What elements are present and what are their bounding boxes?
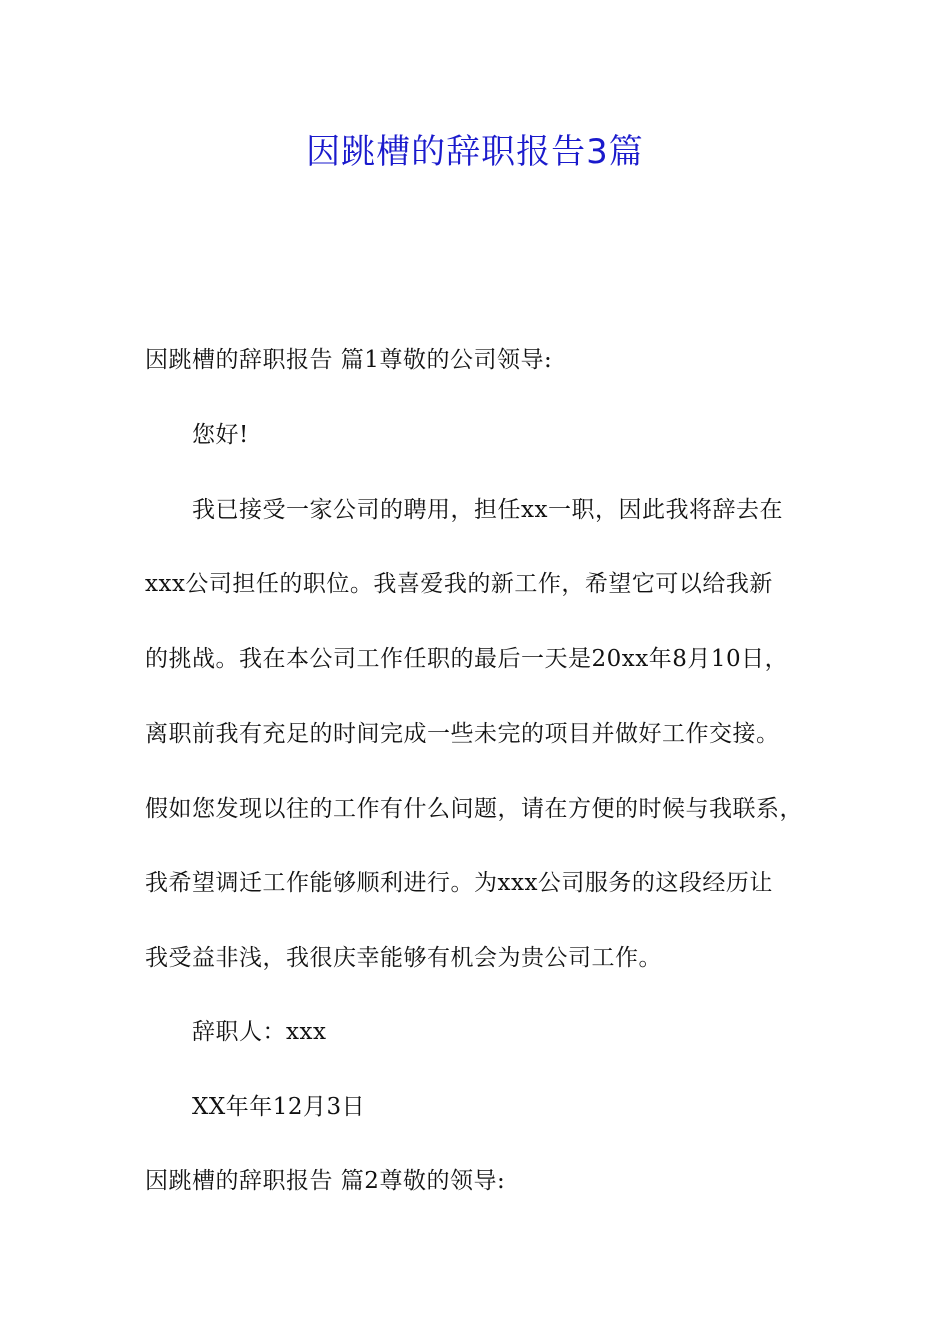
body-line: xxx公司担任的职位。我喜爱我的新工作，希望它可以给我新 <box>145 571 773 597</box>
body-line: 假如您发现以往的工作有什么问题，请在方便的时候与我联系， <box>145 796 803 822</box>
body-line: 我希望调迁工作能够顺利进行。为xxx公司服务的这段经历让 <box>145 870 773 896</box>
body-line: 我已接受一家公司的聘用，担任xx一职，因此我将辞去在 <box>192 497 783 523</box>
body-line: 的挑战。我在本公司工作任职的最后一天是20xx年8月10日， <box>145 646 789 672</box>
section-heading-2: 因跳槽的辞职报告 篇2尊敬的领导: <box>145 1168 506 1194</box>
document-title: 因跳槽的辞职报告3篇 <box>306 132 644 172</box>
greeting-line: 您好! <box>192 422 249 448</box>
date-line: XX年年12月3日 <box>192 1094 366 1120</box>
signature-line: 辞职人：xxx <box>192 1019 327 1045</box>
section-heading-1: 因跳槽的辞职报告 篇1尊敬的公司领导: <box>145 347 553 373</box>
body-line: 我受益非浅，我很庆幸能够有机会为贵公司工作。 <box>145 945 662 971</box>
body-line: 离职前我有充足的时间完成一些未完的项目并做好工作交接。 <box>145 721 780 747</box>
